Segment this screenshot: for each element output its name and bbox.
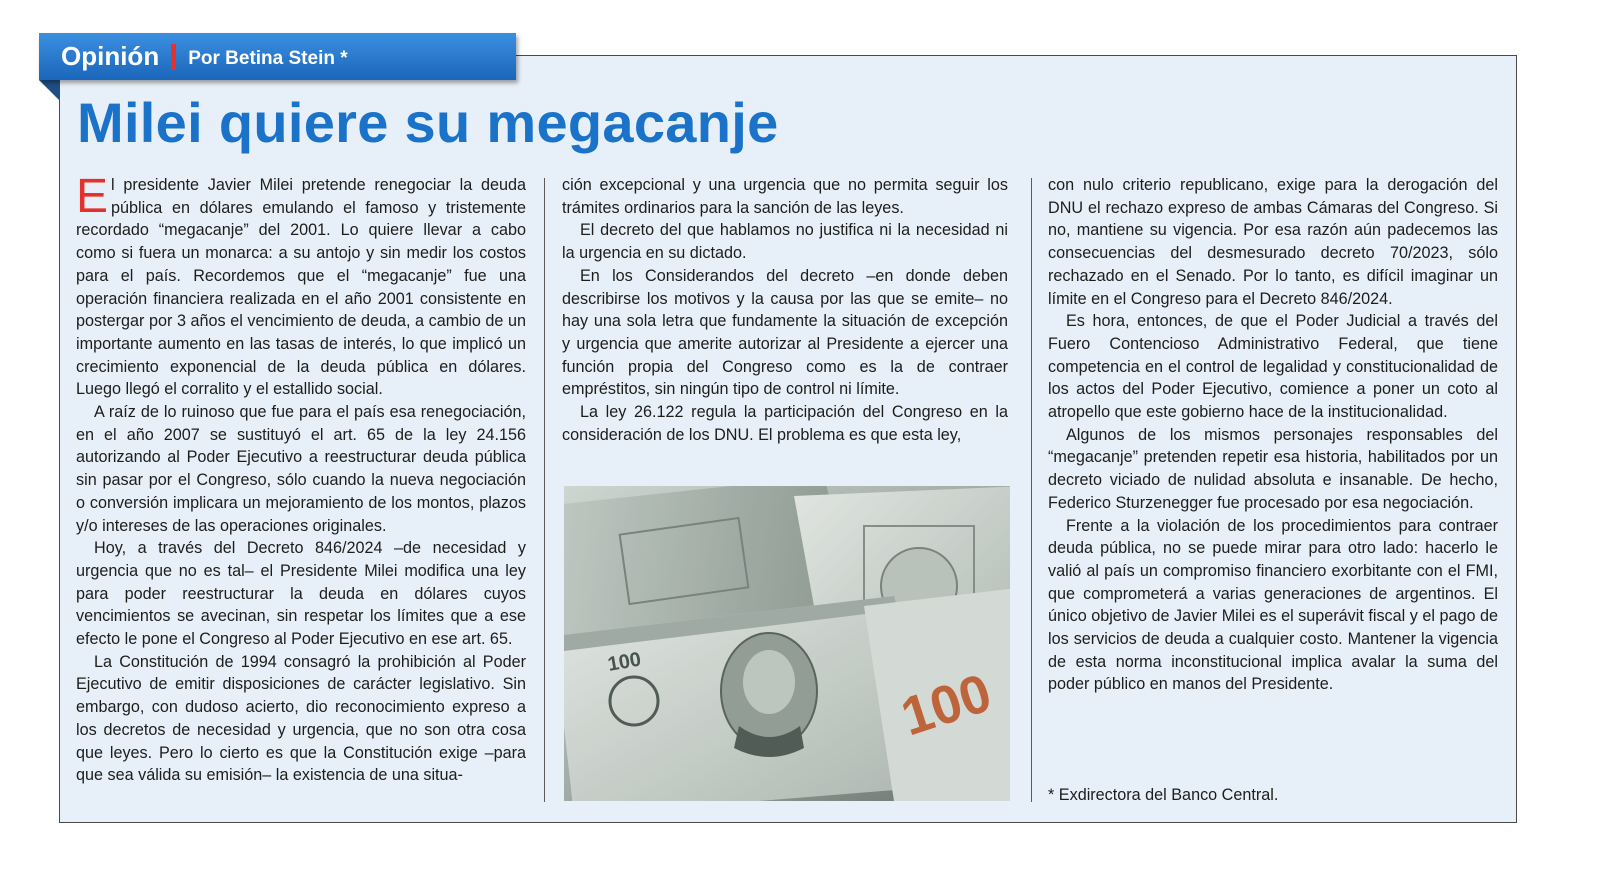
dollar-bills-photo: [564, 486, 1010, 801]
column-divider: [1031, 178, 1032, 802]
paragraph: La Constitución de 1994 consagró la prohibición al Poder Ejecutivo de emitir disposiciones de carácter legislativo. Sin embargo, con dudoso acierto, dio reconocimiento expreso a los decretos de necesidad y urgencia, que no son otra cosa que leyes. Pero lo cierto es que la Constitución exige –para que sea válida su emisión– la existencia de una situa-: [76, 652, 526, 785]
tab-fold: [39, 80, 59, 100]
paragraph: con nulo criterio republicano, exige para la derogación del DNU el rechazo expreso de ambas Cámaras del Congreso. Si no, mantiene su vigencia. Por esa razón aún padecemos las consecuencias del desmesurado decreto 70/2023, sólo rechazado en el Senado. Por lo tanto, es difícil imaginar un límite en el Congreso para el Decreto 846/2024.: [1048, 176, 1498, 308]
paragraph: El decreto del que hablamos no justifica ni la necesidad ni la urgencia en su dictado.: [562, 221, 1008, 263]
paragraph: ción excepcional y una urgencia que no permita seguir los trámites ordinarios para la sanción de las leyes.: [562, 176, 1008, 217]
paragraph: [76, 170, 526, 401]
author-footnote: * Exdirectora del Banco Central.: [1048, 786, 1279, 804]
column-3: [1048, 174, 1498, 696]
paragraph: Es hora, entonces, de que el Poder Judicial a través del Fuero Contencioso Administrativo Federal, que tiene competencia en el control de legalidad y constitucionalidad de los actos del Poder Ejecutivo, comience a poner un coto al atropello que este gobierno hace de la institucionalidad.: [1048, 312, 1498, 422]
author-byline: Por Betina Stein *: [188, 47, 348, 69]
paragraph-text: l presidente Javier Milei pretende renegociar la deuda pública en dólares emulando el famoso y tristemente recordado “megacanje” del 2001. Lo quiere llevar a cabo como si fuera un monarca: a su antojo y sin medir los costos para el país. Recordemos que el “megacanje” fue una operación financiera realizada en el año 2001 consistente en postergar por 3 años el vencimiento de deuda, a cambio de un importante aumento en las tasas de interés, lo que implicó un crecimiento exponencial de la deuda pública en dólares. Luego llegó el corralito y el estallido social.: [76, 176, 526, 399]
paragraph: Frente a la violación de los procedimientos para contraer deuda pública, no se puede mirar para otro lado: hacerlo le valió al país un compromiso financiero exorbitante con el FMI, que comprometerá a varias generaciones de argentinos. El único objetivo de Javier Milei es el superávit fiscal y el pago de los servicios de deuda a cualquier costo. Mantener la vigencia de esta norma inconstitucional implica avalar la suma del poder público en manos del Presidente.: [1048, 516, 1498, 694]
headline: Milei quiere su megacanje: [77, 91, 779, 154]
svg-text:100: 100: [606, 648, 643, 676]
section-separator: [171, 44, 176, 70]
paragraph: A raíz de lo ruinoso que fue para el país esa renegociación, en el año 2007 se sustituyó el art. 65 de la ley 24.156 autorizando al Poder Ejecutivo a reestructurar deuda pública sin pasar por el Congreso, sólo cuando la nueva negociación o conversión implicara un mejoramiento de los montos, plazos y/o intereses de las operaciones originales.: [76, 403, 526, 535]
section-tab: [39, 33, 516, 80]
paragraph: Algunos de los mismos personajes responsables del “megacanje” pretenden repetir esa historia, habilitados por un decreto viciado de nulidad absoluta e insanable. De hecho, Federico Sturzenegger fue procesado por esa negociación.: [1048, 425, 1498, 512]
paragraph: Hoy, a través del Decreto 846/2024 –de necesidad y urgencia que no es tal– el Presidente Milei modifica una ley para poder reestructurar la deuda en dólares cuyos vencimientos se avecinan, sin respetar los límites que a ese efecto le pone el Congreso al Poder Ejecutivo en ese art. 65.: [76, 539, 526, 649]
paragraph: En los Considerandos del decreto –en donde deben describirse los motivos y la causa por las que se emite– no hay una sola letra que fundamente la situación de excepción y urgencia que amerite autorizar al Presidente a ejercer una función propia del Congreso como es la de contraer empréstitos, sin ningún tipo de control ni límite.: [562, 266, 1008, 399]
drop-cap: E: [76, 170, 109, 223]
section-label: Opinión: [61, 41, 160, 71]
banknotes-illustration: [564, 486, 1010, 801]
column-divider: [544, 178, 545, 802]
paragraph: La ley 26.122 regula la participación del Congreso en la consideración de los DNU. El problema es que esta ley,: [562, 403, 1008, 444]
column-1: [76, 170, 526, 787]
column-2: [562, 174, 1008, 446]
banknote-100-label: 100: [894, 662, 999, 748]
